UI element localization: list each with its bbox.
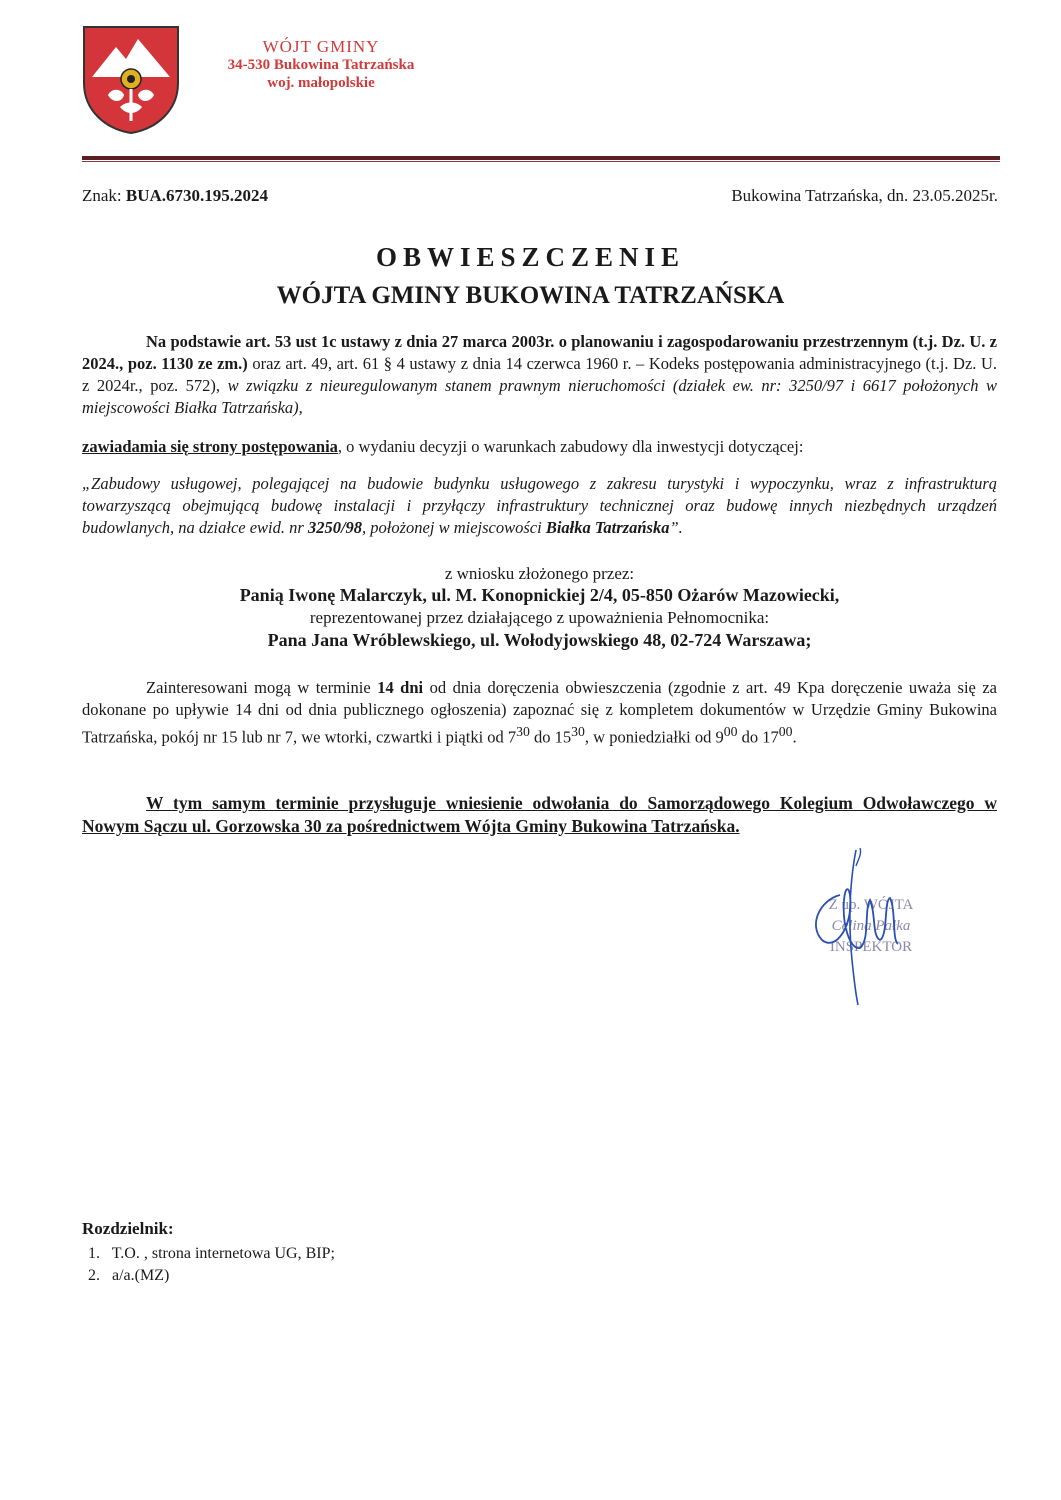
list-item: [88, 1265, 335, 1287]
reference-number: [82, 186, 268, 206]
inspection-text-e: , w poniedziałki od 9: [584, 727, 724, 747]
signature-stamp-line-2: Celina Pałka: [831, 918, 911, 934]
list-item-number: 1.: [88, 1245, 100, 1262]
legal-basis-text: oraz art. 49, art. 61 § 4 ustawy z dnia 14 czerwca 1960 r. – Kodeks postępowania administracyjnego (t.j. Dz. U. z 2024r., poz. 572),: [82, 354, 997, 395]
investment-text-a: „Zabudowy usługowej, polegającej na budowie budynku usługowego z zakresu turystyki i wypoczynku, wraz z infrastrukturą towarzyszącą obejmującą budowę instalacji i przyłączy infrastruktury technicznej oraz budowę innych niezbędnych urządzeń budowlanych, na działce ewid. nr: [82, 474, 997, 537]
inspection-text-c: od dnia doręczenia obwieszczenia (zgodnie z art. 49 Kpa doręczenie uważa się za dokonane po upływie 14 dni od dnia publicznego ogłoszenia) zapoznać się z kompletem dokumentów w Urzędzie Gminy Bukowina Tatrzańska, pokój nr 15 lub nr 7, we wtorki, czwartki i piątki od 7: [82, 678, 998, 747]
stamp-line-3: woj. małopolskie: [267, 75, 375, 91]
list-item-text: a/a.(MZ): [112, 1267, 170, 1284]
time-sup-3: 00: [723, 724, 738, 739]
signature-stamp-line-1: Z up. WÓJTA: [828, 897, 914, 913]
list-item-number: 2.: [88, 1267, 100, 1284]
header-divider-thin: [82, 161, 1000, 162]
representative-name: Pana Jana Wróblewskiego, ul. Wołodyjowskiego 48, 02-724 Warszawa;: [267, 630, 812, 650]
applicant-name: Panią Iwonę Malarczyk, ul. M. Konopnickiej 2/4, 05-850 Ożarów Mazowiecki,: [239, 585, 840, 605]
legal-basis-italic: w związku z nieuregulowanym stanem prawnym nieruchomości (działek ew. nr: 3250/97 i 6617 położonych w miejscowości Białka Tatrzańska),: [82, 376, 997, 417]
investment-text-e: ”.: [669, 518, 683, 537]
investment-description: [82, 473, 997, 539]
handwritten-signature: [800, 840, 940, 1010]
distribution-list: [88, 1243, 335, 1287]
locality-name: Białka Tatrzańska: [545, 518, 670, 537]
time-sup-4: 00: [778, 724, 793, 739]
document-date: Bukowina Tatrzańska, dn. 23.05.2025r.: [731, 186, 998, 205]
inspection-text-f: do 17: [737, 727, 779, 747]
investment-text-c: , położonej w miejscowości: [362, 518, 546, 537]
legal-basis-paragraph: [82, 331, 997, 419]
document-subtitle: WÓJTA GMINY BUKOWINA TATRZAŃSKA: [276, 282, 785, 309]
time-sup-2: 30: [571, 724, 585, 739]
signature-stamp-line-3: INSPEKTOR: [829, 939, 913, 955]
notice-paragraph: [82, 436, 997, 458]
reference-value: BUA.6730.195.2024: [125, 186, 269, 205]
stamp-line-1: WÓJT GMINY: [262, 37, 380, 56]
inspection-text-d: do 15: [529, 727, 572, 747]
notice-parties: zawiadamia się strony postępowania: [82, 437, 338, 456]
inspection-text-a: Zainteresowani mogą w terminie: [146, 678, 378, 697]
applicant-intro: z wniosku złożonego przez:: [444, 564, 635, 583]
coat-of-arms-icon: [82, 25, 180, 135]
inspection-text-g: .: [792, 727, 797, 747]
legal-basis-bold: Na podstawie art. 53 ust 1c ustawy z dnia 27 marca 2003r. o planowaniu i zagospodarowaniu przestrzennym (t.j. Dz. U. z 2024., poz. 1130 ze zm.): [82, 332, 997, 373]
notice-text: , o wydaniu decyzji o warunkach zabudowy dla inwestycji dotyczącej:: [337, 437, 804, 456]
list-item: [88, 1243, 335, 1265]
parcel-number: 3250/98: [307, 518, 363, 537]
deadline-days: 14 dni: [377, 678, 424, 697]
stamp-line-2: 34-530 Bukowina Tatrzańska: [227, 57, 415, 73]
time-sup-1: 30: [516, 724, 530, 739]
appeal-paragraph: W tym samym terminie przysługuje wniesienie odwołania do Samorządowego Kolegium Odwoławczego w Nowym Sączu ul. Gorzowska 30 za pośrednictwem Wójta Gminy Bukowina Tatrzańska.: [82, 793, 997, 836]
list-item-text: T.O. , strona internetowa UG, BIP;: [111, 1245, 335, 1262]
header-divider: [82, 156, 1000, 160]
reference-label: Znak:: [82, 186, 122, 205]
distribution-heading: Rozdzielnik:: [82, 1219, 174, 1238]
inspection-paragraph: [82, 677, 997, 749]
document-title: OBWIESZCZENIE: [375, 242, 686, 272]
representative-intro: reprezentowanej przez działającego z upoważnienia Pełnomocnika:: [309, 608, 770, 627]
office-stamp-header: [216, 38, 426, 92]
